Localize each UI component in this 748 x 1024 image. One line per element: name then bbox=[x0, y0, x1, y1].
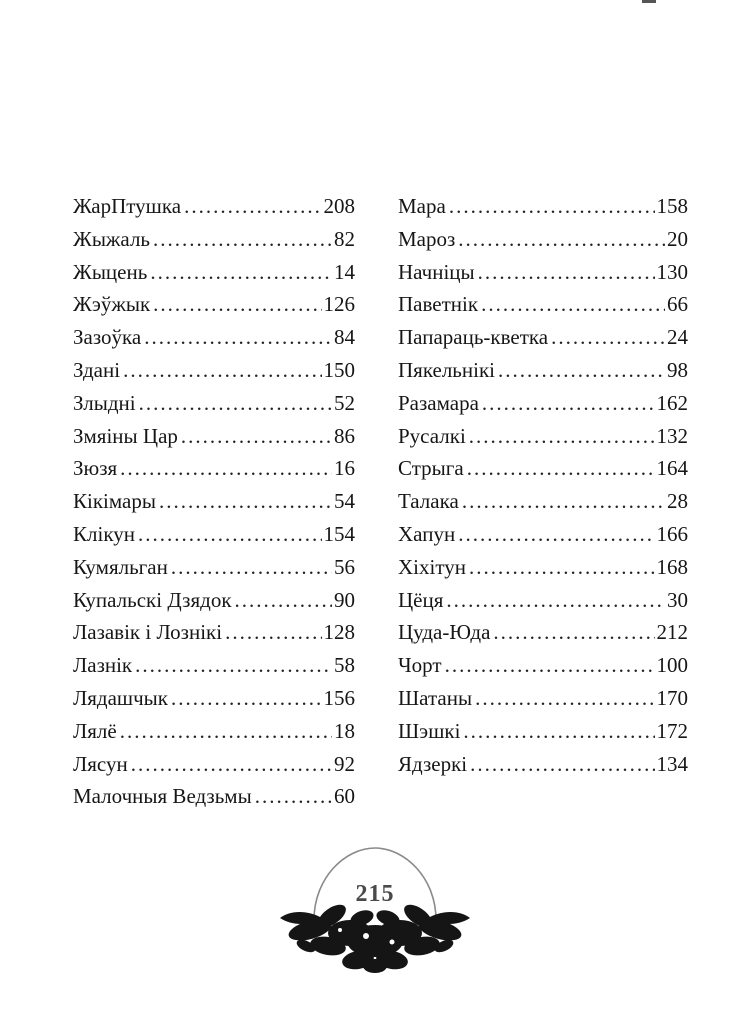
index-entry bbox=[73, 387, 355, 420]
index-entry bbox=[73, 715, 355, 748]
entry-page-number: 58 bbox=[334, 653, 355, 678]
entry-page-number: 100 bbox=[656, 653, 688, 678]
entry-page-number: 166 bbox=[656, 521, 688, 546]
entry-name: Ядзеркі bbox=[398, 751, 468, 776]
entry-name: Лялё bbox=[73, 718, 117, 743]
entry-name: Лядашчык bbox=[73, 685, 168, 710]
dot-leader bbox=[235, 584, 332, 617]
dot-leader bbox=[470, 748, 654, 781]
entry-page-number: 150 bbox=[323, 357, 355, 382]
dot-leader bbox=[446, 584, 665, 617]
index-column-left bbox=[73, 190, 355, 813]
entry-name: Мароз bbox=[398, 226, 456, 251]
entry-page-number: 156 bbox=[323, 685, 355, 710]
entry-page-number: 162 bbox=[656, 390, 688, 415]
entry-name: Лазнік bbox=[73, 653, 133, 678]
index-entry bbox=[73, 190, 355, 223]
dot-leader bbox=[478, 256, 655, 289]
entry-page-number: 20 bbox=[667, 226, 688, 251]
entry-name: Хапун bbox=[398, 521, 456, 546]
dot-leader bbox=[159, 485, 332, 518]
index-entry bbox=[73, 256, 355, 289]
entry-page-number: 16 bbox=[334, 456, 355, 481]
dot-leader bbox=[171, 682, 322, 715]
dot-leader bbox=[255, 780, 332, 813]
dot-leader bbox=[171, 551, 332, 584]
entry-name: Малочныя Ведзьмы bbox=[73, 784, 252, 809]
entry-name: Змяіны Цар bbox=[73, 423, 178, 448]
dot-leader bbox=[475, 682, 654, 715]
index-entry bbox=[73, 682, 355, 715]
page-number-ornament bbox=[270, 838, 480, 978]
dot-leader bbox=[469, 551, 655, 584]
dot-leader bbox=[469, 420, 655, 453]
entry-page-number: 82 bbox=[334, 226, 355, 251]
dot-leader bbox=[493, 616, 654, 649]
entry-page-number: 158 bbox=[656, 194, 688, 218]
entry-name: Жыцень bbox=[73, 259, 148, 284]
index-entry bbox=[73, 321, 355, 354]
entry-page-number: 154 bbox=[323, 521, 355, 546]
dot-leader bbox=[445, 649, 655, 682]
leaf-ornament-icon bbox=[270, 838, 480, 978]
index-entry bbox=[398, 616, 688, 649]
index-entry bbox=[398, 715, 688, 748]
entry-name: Жыжаль bbox=[73, 226, 150, 251]
entry-page-number: 84 bbox=[334, 325, 355, 350]
index-entry bbox=[398, 551, 688, 584]
index-entry bbox=[398, 748, 688, 781]
entry-name: ЖарПтушка bbox=[73, 194, 182, 218]
entry-page-number: 98 bbox=[667, 357, 688, 382]
entry-page-number: 86 bbox=[334, 423, 355, 448]
corner-mark bbox=[642, 0, 656, 3]
index-entry bbox=[73, 551, 355, 584]
index-entry bbox=[73, 780, 355, 813]
index-entry bbox=[398, 584, 688, 617]
index-entry bbox=[73, 420, 355, 453]
entry-name: Шатаны bbox=[398, 685, 473, 710]
dot-leader bbox=[139, 387, 332, 420]
dot-leader bbox=[131, 748, 332, 781]
dot-leader bbox=[144, 321, 332, 354]
index-column-right bbox=[398, 190, 688, 780]
entry-page-number: 134 bbox=[656, 751, 688, 776]
index-entry bbox=[73, 354, 355, 387]
entry-name: Чорт bbox=[398, 653, 442, 678]
index-entry bbox=[398, 321, 688, 354]
index-entry bbox=[398, 420, 688, 453]
entry-page-number: 66 bbox=[667, 292, 688, 317]
dot-leader bbox=[120, 452, 332, 485]
index-entry bbox=[398, 288, 688, 321]
entry-page-number: 30 bbox=[667, 587, 688, 612]
page-number: 215 bbox=[355, 881, 395, 907]
entry-page-number: 18 bbox=[334, 718, 355, 743]
index-entry bbox=[73, 452, 355, 485]
dot-leader bbox=[135, 649, 332, 682]
entry-name: Зюзя bbox=[73, 456, 118, 481]
entry-name: Цуда-Юда bbox=[398, 620, 491, 645]
dot-leader bbox=[150, 256, 332, 289]
entry-name: Папараць-кветка bbox=[398, 325, 549, 350]
entry-page-number: 168 bbox=[656, 554, 688, 579]
dot-leader bbox=[498, 354, 665, 387]
dot-leader bbox=[123, 354, 321, 387]
dot-leader bbox=[463, 715, 654, 748]
entry-page-number: 130 bbox=[656, 259, 688, 284]
index-entry bbox=[398, 256, 688, 289]
entry-page-number: 28 bbox=[667, 489, 688, 514]
entry-name: Кумяльган bbox=[73, 554, 168, 579]
entry-name: Злыдні bbox=[73, 390, 136, 415]
index-entry bbox=[398, 518, 688, 551]
dot-leader bbox=[467, 452, 655, 485]
entry-name: Талака bbox=[398, 489, 459, 514]
dot-leader bbox=[482, 387, 655, 420]
entry-name: Шэшкі bbox=[398, 718, 461, 743]
entry-page-number: 54 bbox=[334, 489, 355, 514]
entry-name: Лясун bbox=[73, 751, 128, 776]
index-entry bbox=[73, 223, 355, 256]
index-entry bbox=[398, 223, 688, 256]
index-entry bbox=[73, 485, 355, 518]
index-entry bbox=[73, 748, 355, 781]
entry-page-number: 132 bbox=[656, 423, 688, 448]
entry-name: Жэўжык bbox=[73, 292, 151, 317]
entry-name: Начніцы bbox=[398, 259, 475, 284]
entry-name: Цёця bbox=[398, 587, 444, 612]
entry-name: Купальскі Дзядок bbox=[73, 587, 232, 612]
entry-name: Здані bbox=[73, 357, 121, 382]
entry-page-number: 92 bbox=[334, 751, 355, 776]
entry-page-number: 128 bbox=[323, 620, 355, 645]
entry-name: Зазоўка bbox=[73, 325, 142, 350]
entry-page-number: 172 bbox=[656, 718, 688, 743]
entry-name: Мара bbox=[398, 194, 446, 218]
entry-name: Паветнік bbox=[398, 292, 479, 317]
entry-page-number: 90 bbox=[334, 587, 355, 612]
dot-leader bbox=[181, 420, 332, 453]
entry-page-number: 52 bbox=[334, 390, 355, 415]
index-entry bbox=[398, 682, 688, 715]
index-entry bbox=[398, 649, 688, 682]
entry-name: Разамара bbox=[398, 390, 479, 415]
index-entry bbox=[73, 288, 355, 321]
entry-page-number: 212 bbox=[656, 620, 688, 645]
entry-name: Стрыга bbox=[398, 456, 464, 481]
entry-page-number: 170 bbox=[656, 685, 688, 710]
entry-page-number: 60 bbox=[334, 784, 355, 809]
entry-page-number: 126 bbox=[323, 292, 355, 317]
entry-page-number: 24 bbox=[667, 325, 688, 350]
dot-leader bbox=[184, 190, 321, 223]
index-entry bbox=[73, 616, 355, 649]
dot-leader bbox=[120, 715, 332, 748]
dot-leader bbox=[458, 223, 665, 256]
dot-leader bbox=[458, 518, 654, 551]
dot-leader bbox=[449, 190, 655, 223]
index-entry bbox=[398, 354, 688, 387]
entry-name: Русалкі bbox=[398, 423, 466, 448]
dot-leader bbox=[481, 288, 665, 321]
entry-page-number: 56 bbox=[334, 554, 355, 579]
entry-name: Пякельнікі bbox=[398, 357, 495, 382]
entry-page-number: 208 bbox=[323, 194, 355, 218]
index-entry bbox=[73, 649, 355, 682]
entry-name: Хіхітун bbox=[398, 554, 466, 579]
index-entry bbox=[398, 190, 688, 223]
entry-page-number: 164 bbox=[656, 456, 688, 481]
index-entry bbox=[398, 452, 688, 485]
entry-page-number: 14 bbox=[334, 259, 355, 284]
entry-name: Лазавік і Лознікі bbox=[73, 620, 223, 645]
dot-leader bbox=[153, 223, 332, 256]
dot-leader bbox=[462, 485, 665, 518]
index-entry bbox=[73, 584, 355, 617]
index-entry bbox=[398, 485, 688, 518]
index-entry bbox=[73, 518, 355, 551]
dot-leader bbox=[551, 321, 665, 354]
dot-leader bbox=[225, 616, 321, 649]
dot-leader bbox=[153, 288, 321, 321]
entry-name: Клікун bbox=[73, 521, 135, 546]
index-entry bbox=[398, 387, 688, 420]
dot-leader bbox=[138, 518, 322, 551]
entry-name: Кікімары bbox=[73, 489, 156, 514]
